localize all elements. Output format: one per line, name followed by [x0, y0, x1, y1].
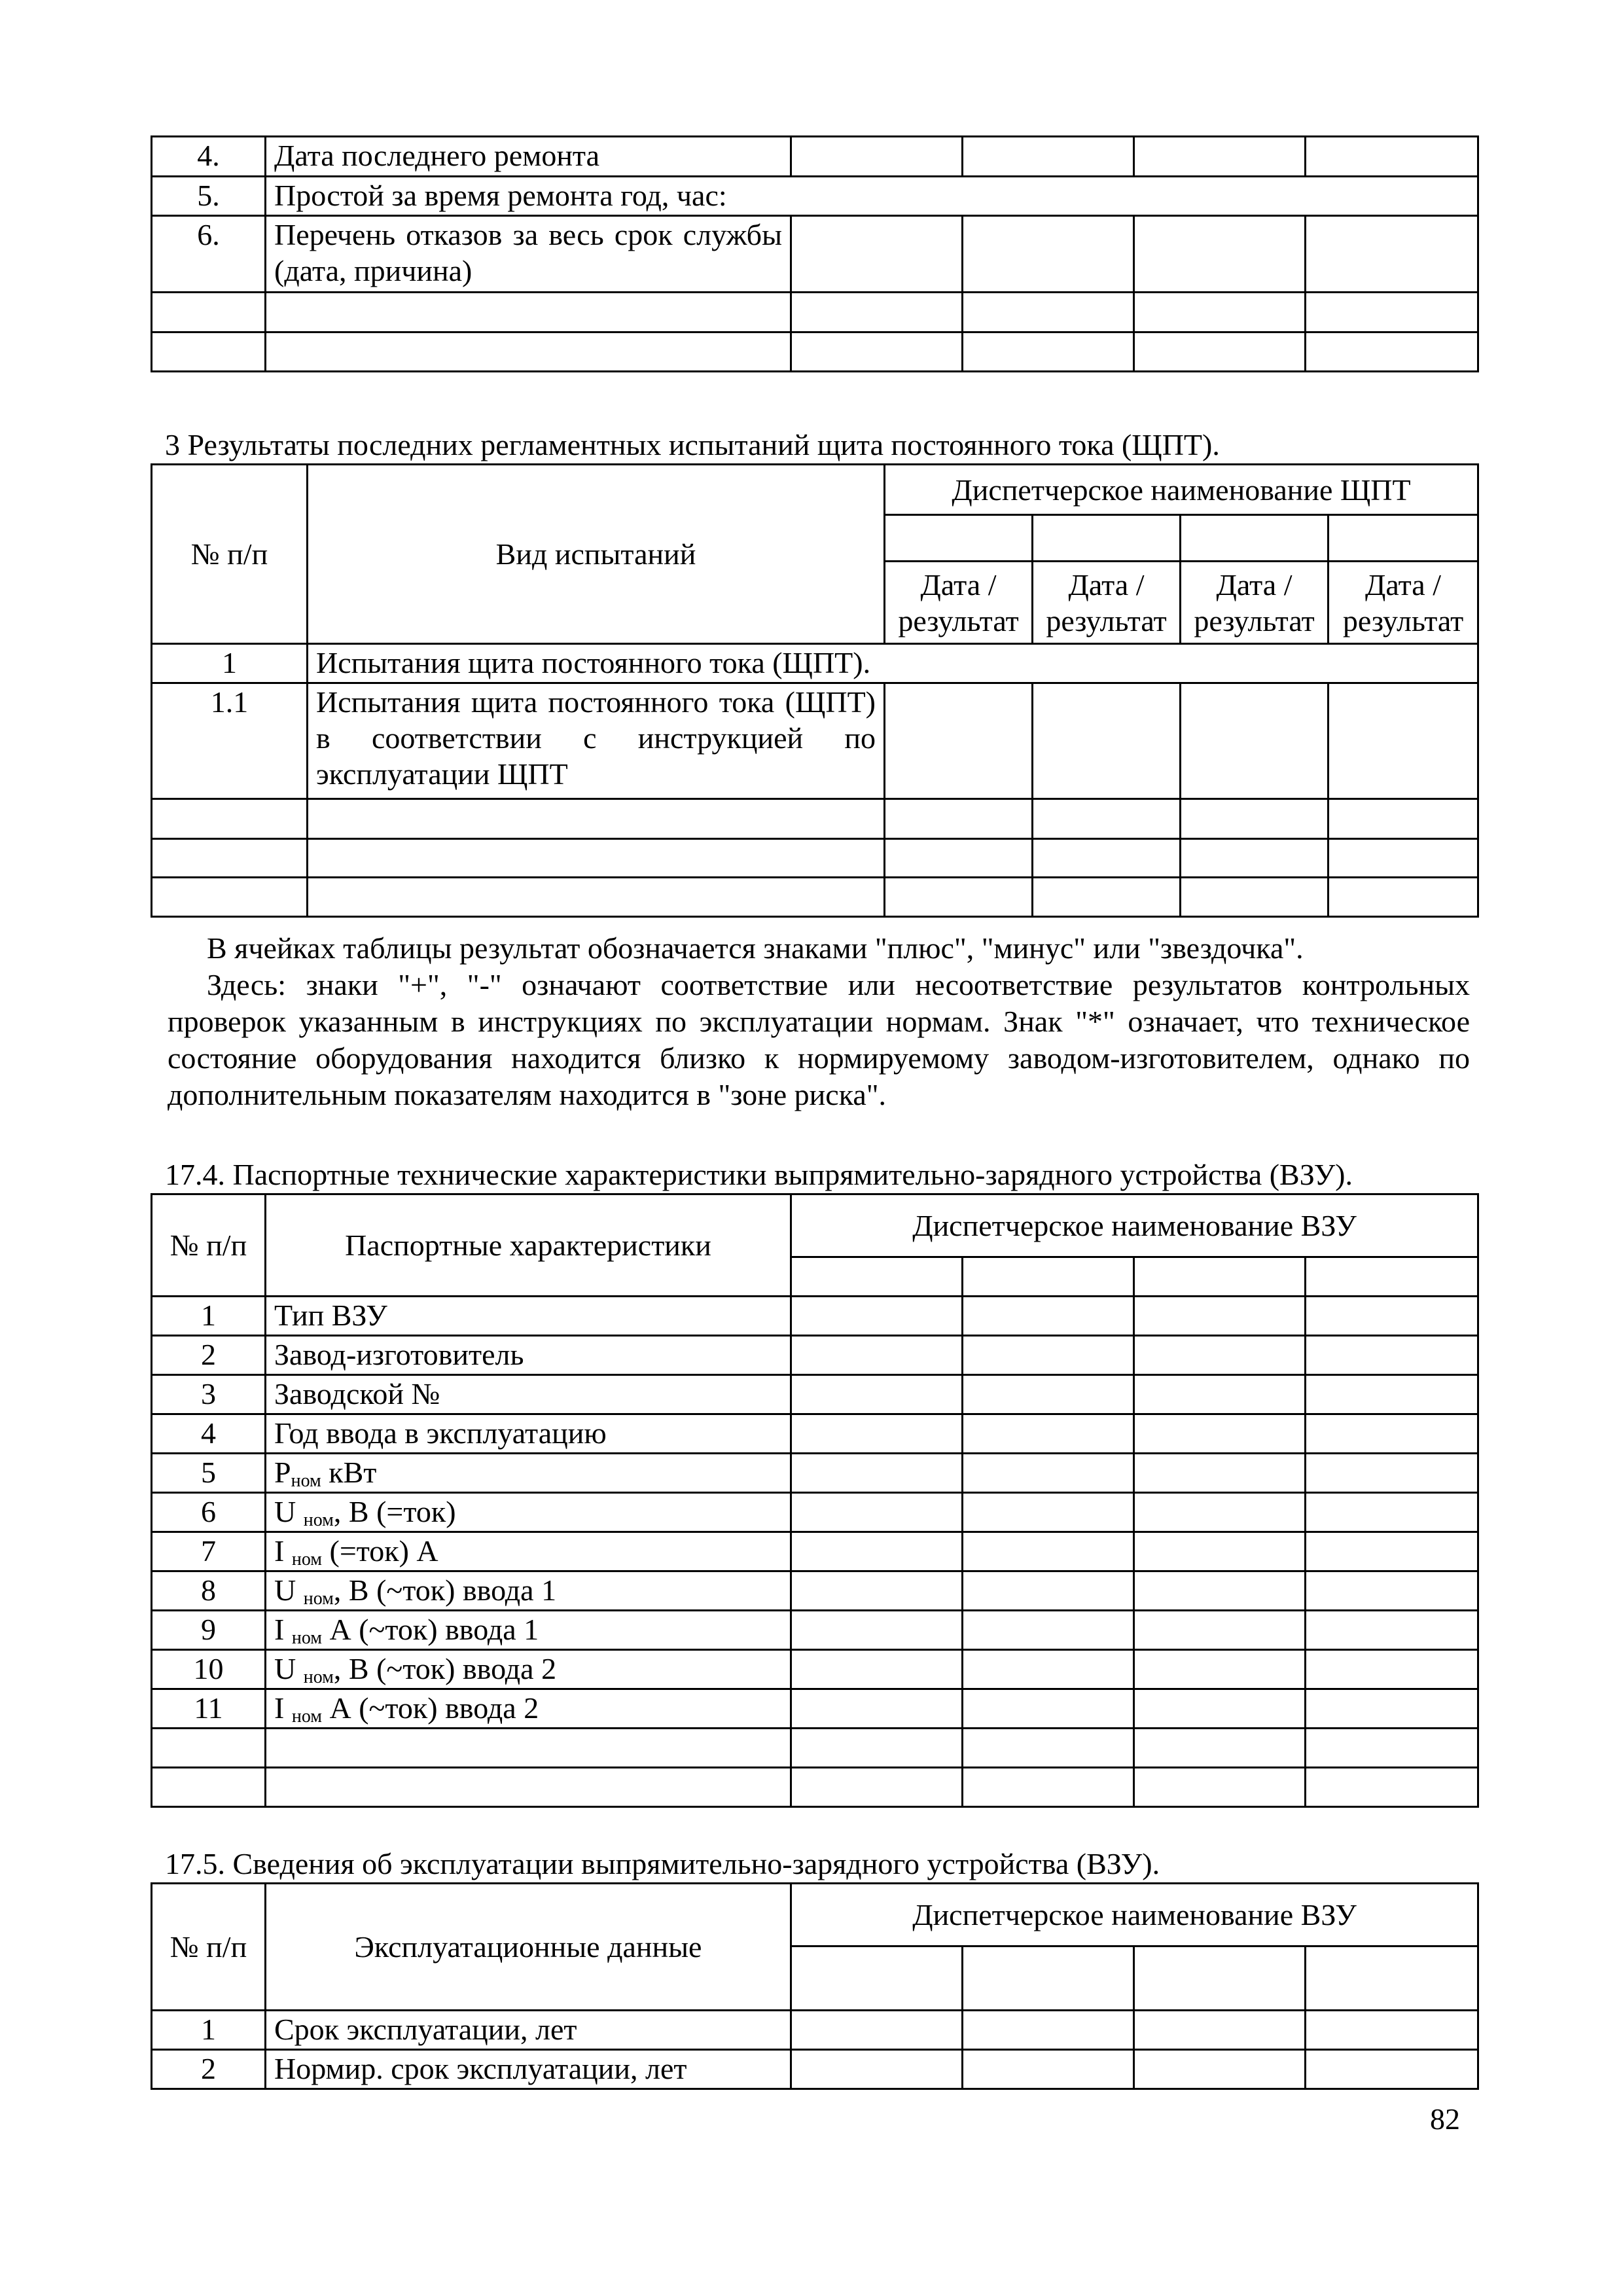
date-label: Дата /: [1068, 567, 1145, 601]
table-row: [152, 1768, 1478, 1807]
empty-cell: [885, 515, 1033, 562]
empty-cell: [1329, 839, 1478, 878]
equipment-history-table: [151, 135, 1479, 372]
table-row: [152, 1689, 1478, 1729]
empty-cell: [1306, 1729, 1478, 1768]
empty-cell: [1134, 1257, 1306, 1297]
empty-cell: [1306, 1946, 1478, 2011]
header-date-result: [885, 562, 1033, 644]
empty-cell: [1134, 2050, 1306, 2089]
page-number: 82: [1430, 2102, 1460, 2136]
empty-cell: [152, 839, 308, 878]
empty-cell: [266, 293, 791, 332]
section-17-5-caption: 17.5. Сведения об эксплуатации выпрямительно-зарядного устройства (ВЗУ).: [165, 1847, 1160, 1880]
row-number: 8: [152, 1571, 266, 1611]
row-number: 6: [152, 1493, 266, 1532]
empty-cell: [1329, 515, 1478, 562]
label-part: P: [274, 1456, 291, 1489]
empty-cell: [1306, 1297, 1478, 1336]
empty-cell: [963, 2050, 1134, 2089]
table-row: [152, 2050, 1478, 2089]
date-label: Дата /: [1365, 567, 1441, 601]
result-label: результат: [1194, 603, 1315, 637]
empty-cell: [152, 293, 266, 332]
label-part: , В (~ток) ввода 1: [333, 1573, 557, 1607]
row-number: 1: [152, 2011, 266, 2050]
empty-cell: [1134, 1454, 1306, 1493]
row-label: Срок эксплуатации, лет: [266, 2011, 791, 2050]
table-row: [152, 644, 1478, 683]
label-part: U: [274, 1495, 304, 1528]
row-number: 1: [152, 1297, 266, 1336]
label-part: , В (=ток): [333, 1495, 456, 1528]
table-row: [152, 2011, 1478, 2050]
empty-cell: [1033, 515, 1181, 562]
row-label: Заводской №: [266, 1375, 791, 1414]
row-number: 1.1: [152, 683, 308, 799]
empty-cell: [1134, 1689, 1306, 1729]
empty-cell: [963, 1297, 1134, 1336]
empty-cell: [152, 799, 308, 839]
empty-cell: [885, 839, 1033, 878]
header-date-result: [1329, 562, 1478, 644]
empty-cell: [963, 1493, 1134, 1532]
row-number: 1: [152, 644, 308, 683]
date-label: Дата /: [920, 567, 997, 601]
empty-cell: [963, 216, 1134, 293]
empty-cell: [791, 1650, 963, 1689]
result-label: результат: [1046, 603, 1167, 637]
table-row: [152, 332, 1478, 372]
empty-cell: [963, 1257, 1134, 1297]
empty-cell: [1329, 878, 1478, 917]
label-subscript: ном: [303, 1510, 334, 1530]
row-label: [266, 1454, 791, 1493]
empty-cell: [963, 137, 1134, 177]
empty-cell: [1134, 1532, 1306, 1571]
empty-cell: [885, 878, 1033, 917]
empty-cell: [1306, 293, 1478, 332]
section-17-4-caption: 17.4. Паспортные технические характеристики выпрямительно-зарядного устройства (ВЗУ).: [165, 1158, 1353, 1191]
row-label: Год ввода в эксплуатацию: [266, 1414, 791, 1454]
empty-cell: [1134, 2011, 1306, 2050]
empty-cell: [1134, 1611, 1306, 1650]
table-row: [152, 1650, 1478, 1689]
label-part: I: [274, 1691, 292, 1725]
empty-cell: [1306, 2050, 1478, 2089]
row-label: Нормир. срок эксплуатации, лет: [266, 2050, 791, 2089]
table-row: [152, 1611, 1478, 1650]
row-label: [266, 1689, 791, 1729]
row-number: 4: [152, 1414, 266, 1454]
empty-cell: [791, 1414, 963, 1454]
empty-cell: [963, 1571, 1134, 1611]
empty-cell: [266, 1729, 791, 1768]
table-row: [152, 293, 1478, 332]
empty-cell: [1181, 878, 1329, 917]
row-label: [266, 1611, 791, 1650]
table-row: [152, 137, 1478, 177]
empty-cell: [791, 216, 963, 293]
header-dispatch-name: Диспетчерское наименование ЩПТ: [885, 465, 1478, 515]
empty-cell: [791, 1297, 963, 1336]
vzu-operation-table: [151, 1882, 1479, 2090]
empty-cell: [791, 1336, 963, 1375]
empty-cell: [1306, 1768, 1478, 1807]
result-label: результат: [898, 603, 1019, 637]
empty-cell: [1134, 1571, 1306, 1611]
empty-cell: [1181, 683, 1329, 799]
empty-cell: [1181, 515, 1329, 562]
table-row: [152, 683, 1478, 799]
table-header-row: [152, 465, 1478, 515]
empty-cell: [1134, 1297, 1306, 1336]
empty-cell: [1134, 1414, 1306, 1454]
empty-cell: [152, 1768, 266, 1807]
empty-cell: [308, 839, 885, 878]
empty-cell: [791, 1493, 963, 1532]
label-part: , В (~ток) ввода 2: [333, 1652, 557, 1685]
empty-cell: [963, 1650, 1134, 1689]
empty-cell: [791, 1946, 963, 2011]
empty-cell: [963, 1375, 1134, 1414]
label-part: А (~ток) ввода 2: [322, 1691, 539, 1725]
row-number: 5: [152, 1454, 266, 1493]
header-dispatch-name: Диспетчерское наименование ВЗУ: [791, 1884, 1478, 1946]
empty-cell: [963, 332, 1134, 372]
header-operational-data: Эксплуатационные данные: [266, 1884, 791, 2011]
empty-cell: [791, 1571, 963, 1611]
empty-cell: [791, 1729, 963, 1768]
empty-cell: [308, 799, 885, 839]
label-part: кВт: [321, 1456, 377, 1489]
empty-cell: [791, 1375, 963, 1414]
empty-cell: [963, 1611, 1134, 1650]
empty-cell: [152, 332, 266, 372]
empty-cell: [1134, 1768, 1306, 1807]
row-label: [266, 1493, 791, 1532]
row-number: 11: [152, 1689, 266, 1729]
empty-cell: [152, 878, 308, 917]
label-part: А (~ток) ввода 1: [322, 1613, 539, 1646]
table-row: [152, 1297, 1478, 1336]
empty-cell: [1134, 1336, 1306, 1375]
table-header-row: [152, 1884, 1478, 1946]
row-label: Испытания щита постоянного тока (ЩПТ).: [308, 644, 1478, 683]
empty-cell: [1033, 683, 1181, 799]
empty-cell: [885, 683, 1033, 799]
empty-cell: [1033, 799, 1181, 839]
empty-cell: [1306, 1611, 1478, 1650]
empty-cell: [1134, 1729, 1306, 1768]
table-row: [152, 799, 1478, 839]
empty-cell: [963, 1689, 1134, 1729]
label-part: I: [274, 1534, 292, 1568]
empty-cell: [963, 1946, 1134, 2011]
header-characteristics: Паспортные характеристики: [266, 1194, 791, 1297]
row-number: 10: [152, 1650, 266, 1689]
row-number: 3: [152, 1375, 266, 1414]
table-row: [152, 1493, 1478, 1532]
table-row: [152, 1336, 1478, 1375]
empty-cell: [791, 2011, 963, 2050]
empty-cell: [1306, 137, 1478, 177]
empty-cell: [1134, 216, 1306, 293]
empty-cell: [963, 2011, 1134, 2050]
header-date-result: [1181, 562, 1329, 644]
empty-cell: [1306, 1336, 1478, 1375]
empty-cell: [1306, 1454, 1478, 1493]
empty-cell: [1134, 293, 1306, 332]
empty-cell: [1306, 1689, 1478, 1729]
empty-cell: [791, 1689, 963, 1729]
row-label: Завод-изготовитель: [266, 1336, 791, 1375]
table-row: [152, 1729, 1478, 1768]
empty-cell: [1306, 332, 1478, 372]
empty-cell: [791, 332, 963, 372]
empty-cell: [1134, 1493, 1306, 1532]
row-number: 2: [152, 2050, 266, 2089]
empty-cell: [1306, 2011, 1478, 2050]
table-row: [152, 1532, 1478, 1571]
empty-cell: [791, 2050, 963, 2089]
row-number: 5.: [152, 177, 266, 216]
label-subscript: ном: [291, 1549, 322, 1570]
label-subscript: ном: [291, 1471, 321, 1491]
empty-cell: [1306, 1532, 1478, 1571]
row-number: 4.: [152, 137, 266, 177]
empty-cell: [1329, 799, 1478, 839]
empty-cell: [791, 1611, 963, 1650]
table-row: [152, 1454, 1478, 1493]
label-part: (=ток) А: [322, 1534, 438, 1568]
empty-cell: [1329, 683, 1478, 799]
empty-cell: [1306, 1650, 1478, 1689]
empty-cell: [791, 1768, 963, 1807]
table-row: [152, 839, 1478, 878]
label-part: I: [274, 1613, 292, 1646]
label-subscript: ном: [291, 1628, 322, 1648]
section-3-caption: 3 Результаты последних регламентных испытаний щита постоянного тока (ЩПТ).: [165, 428, 1220, 461]
date-label: Дата /: [1216, 567, 1293, 601]
row-label: Дата последнего ремонта: [266, 137, 791, 177]
empty-cell: [1306, 1493, 1478, 1532]
table-row: [152, 177, 1478, 216]
row-label: Испытания щита постоянного тока (ЩПТ) в соответствии с инструкцией по эксплуатации ЩПТ: [308, 683, 885, 799]
row-number: 6.: [152, 216, 266, 293]
header-number: № п/п: [152, 1194, 266, 1297]
row-label: [266, 1532, 791, 1571]
empty-cell: [1134, 137, 1306, 177]
empty-cell: [1134, 332, 1306, 372]
notes-paragraph-2: Здесь: знаки "+", "-" означают соответствие или несоответствие результатов контрольных проверок указанным в инструкциях по эксплуатации нормам. Знак "*" означает, что техническое состояние оборудования находится близко к нормируемому заводом-изготовителем, однако по дополнительным показателям находится в "зоне риска".: [168, 968, 1470, 1111]
table-header-row: [152, 1194, 1478, 1257]
label-part: U: [274, 1573, 304, 1607]
table-row: [152, 216, 1478, 293]
empty-cell: [963, 1729, 1134, 1768]
header-dispatch-name: Диспетчерское наименование ВЗУ: [791, 1194, 1478, 1257]
row-number: 2: [152, 1336, 266, 1375]
empty-cell: [1306, 216, 1478, 293]
empty-cell: [963, 1532, 1134, 1571]
label-subscript: ном: [303, 1588, 334, 1609]
empty-cell: [1134, 1650, 1306, 1689]
label-subscript: ном: [291, 1706, 322, 1727]
empty-cell: [1306, 1414, 1478, 1454]
empty-cell: [1181, 799, 1329, 839]
empty-cell: [308, 878, 885, 917]
row-number: 9: [152, 1611, 266, 1650]
empty-cell: [963, 1414, 1134, 1454]
row-label: [266, 1571, 791, 1611]
empty-cell: [266, 1768, 791, 1807]
notes-block: [168, 930, 1470, 1113]
header-number: № п/п: [152, 1884, 266, 2011]
empty-cell: [791, 1257, 963, 1297]
empty-cell: [885, 799, 1033, 839]
empty-cell: [963, 293, 1134, 332]
empty-cell: [1033, 839, 1181, 878]
empty-cell: [1134, 1375, 1306, 1414]
empty-cell: [963, 1768, 1134, 1807]
table-row: [152, 878, 1478, 917]
empty-cell: [791, 137, 963, 177]
empty-cell: [791, 1532, 963, 1571]
label-subscript: ном: [303, 1667, 334, 1687]
row-number: 7: [152, 1532, 266, 1571]
header-date-result: [1033, 562, 1181, 644]
header-number: № п/п: [152, 465, 308, 644]
row-label: Простой за время ремонта год, час:: [266, 177, 1478, 216]
label-part: U: [274, 1652, 304, 1685]
header-test-type: Вид испытаний: [308, 465, 885, 644]
empty-cell: [1181, 839, 1329, 878]
vzu-passport-table: [151, 1193, 1479, 1808]
row-label: [266, 1650, 791, 1689]
table-row: [152, 1414, 1478, 1454]
empty-cell: [1306, 1375, 1478, 1414]
table-row: [152, 1571, 1478, 1611]
shpt-test-results-table: [151, 463, 1479, 918]
table-row: [152, 1375, 1478, 1414]
row-label: Тип ВЗУ: [266, 1297, 791, 1336]
empty-cell: [1134, 1946, 1306, 2011]
empty-cell: [266, 332, 791, 372]
empty-cell: [1306, 1571, 1478, 1611]
empty-cell: [791, 293, 963, 332]
row-label: Перечень отказов за весь срок службы (дата, причина): [266, 216, 791, 293]
empty-cell: [1033, 878, 1181, 917]
empty-cell: [791, 1454, 963, 1493]
empty-cell: [963, 1454, 1134, 1493]
empty-cell: [152, 1729, 266, 1768]
empty-cell: [1306, 1257, 1478, 1297]
result-label: результат: [1342, 603, 1464, 637]
notes-paragraph-1: В ячейках таблицы результат обозначается знаками "плюс", "минус" или "звездочка".: [207, 931, 1304, 965]
empty-cell: [963, 1336, 1134, 1375]
